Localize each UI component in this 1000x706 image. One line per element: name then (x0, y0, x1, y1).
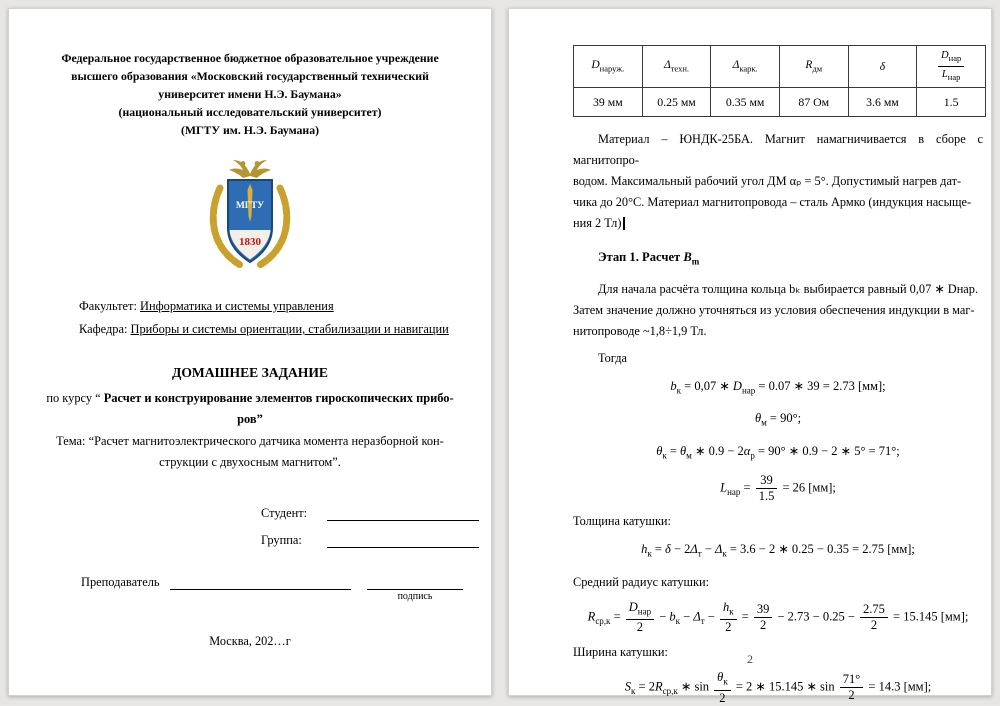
course-line (9, 388, 491, 409)
table-header-cell: $\Delta_{карк.}$ (711, 46, 780, 88)
theme-line: струкции с двухосным магнитом”. (159, 455, 341, 469)
coil-radius-label: Средний радиус катушки: (573, 574, 710, 589)
text-cursor (623, 217, 625, 230)
department-label: Кафедра: (79, 322, 128, 336)
theme-line: Тема: “Расчет магнитоэлектрического датчика момента неразборной кон- (56, 434, 444, 448)
formula-l-nar: $L_{нар}$ = $\frac{39}{1.5}$ = 26 [мм]; (720, 473, 836, 504)
stage-heading-subscript: m (691, 256, 700, 267)
header-line: университет имени Н.Э. Баумана» (158, 87, 342, 101)
page-number: 2 (747, 652, 753, 666)
formula-theta-m: $\theta_м = 90^\circ$; (754, 411, 802, 428)
theme-block (9, 431, 491, 473)
paragraph-line: Материал – ЮНДК-25БА. Магнит намагничивается в сборе с магнитопро- (573, 132, 983, 168)
coil-width-label: Ширина катушки: (573, 645, 668, 660)
paragraph-line (573, 213, 983, 234)
student-blank-line (327, 505, 479, 521)
paragraph-line: чика до 20°С. Материал магнитопровода – сталь Армко (индукция насыще- (573, 195, 972, 210)
formula-theta-k: $\theta_к = \theta_м$ ∗ $0.9 - 2\alpha_p = 90^\circ$ ∗ 0.9 − 2 ∗ 5° = 71°; (656, 443, 900, 461)
course-name-part2: ров” (237, 412, 263, 426)
table-value-cell: 0.35 мм (711, 88, 780, 117)
eagle-icon (229, 160, 271, 178)
header-line: (МГТУ им. Н.Э. Баумана) (180, 123, 320, 137)
emblem-graphic (200, 152, 300, 274)
table-value-cell: 0.25 мм (642, 88, 711, 117)
table-header-cell: $\frac{D_{нар}}{L_{нар}}$ (917, 46, 986, 88)
course-block (9, 388, 491, 430)
university-emblem (200, 152, 300, 279)
group-row (261, 532, 491, 548)
header-line: (национальный исследовательский университет) (118, 105, 382, 119)
table-header-cell: δ (848, 46, 917, 88)
paragraph-line: Для начала расчёта толщина кольца bₖ выбирается равный 0,07 ∗ Dнар. (598, 281, 979, 296)
shield-icon (228, 180, 272, 262)
department-row (79, 318, 467, 341)
table-value-cell: 87 Ом (779, 88, 848, 117)
then-word: Тогда (598, 350, 627, 365)
intro-paragraph (573, 279, 983, 342)
table-value-cell: 1.5 (917, 88, 986, 117)
table-value-cell: 3.6 мм (848, 88, 917, 117)
department-value: Приборы и системы ориентации, стабилизации и навигации (130, 322, 449, 336)
student-block (261, 505, 491, 548)
faculty-row (79, 295, 467, 318)
spec-table-header-row (574, 46, 986, 88)
material-paragraph (573, 129, 983, 234)
faculty-value: Информатика и системы управления (140, 299, 334, 313)
paragraph-line-text: ния 2 Тл) (573, 216, 622, 231)
teacher-label: Преподаватель (81, 575, 160, 589)
student-label: Студент: (261, 506, 308, 520)
teacher-block (81, 574, 463, 602)
paragraph-line: водом. Максимальный рабочий угол ДМ αₚ = 5°. Допустимый нагрев дат- (573, 174, 962, 189)
group-blank-line (327, 532, 479, 548)
formula-hk: $h_к = \delta - 2\Delta_т - \Delta_к = 3.6 - 2$ ∗ 0.25 − 0.35 = 2.75 [мм]; (641, 542, 915, 559)
stage-heading (573, 247, 983, 273)
paragraph-line: Затем значение должно уточняться из условия обеспечения индукции в маг- (573, 302, 975, 317)
group-label: Группа: (261, 533, 302, 547)
formula-r-avg: $R_{ср,к}$ = $\frac{D_{нар}}{2}$ − $b_к - \Delta_т$ − $\frac{h_к}{2}$ = $\frac{39}{2}$ − 2.73 − 0.25 − $\frac{2.75}{2}$ = 15.145 [мм]; (587, 599, 969, 635)
teacher-blank-line (170, 574, 351, 590)
document-title: ДОМАШНЕЕ ЗАДАНИЕ (172, 365, 328, 380)
course-prefix: по курсу “ (46, 391, 104, 405)
course-line (9, 409, 491, 430)
emblem-acronym: МГТУ (235, 201, 265, 211)
signature-column (367, 574, 463, 602)
city-year-line: Москва, 202…г (209, 634, 291, 648)
signature-blank-line (367, 574, 463, 590)
student-row (261, 505, 491, 521)
coil-thickness-label: Толщина катушки: (573, 514, 671, 529)
page-2 (508, 8, 992, 705)
paragraph-line: нитопроводе ~1,8÷1,9 Тл. (573, 323, 707, 338)
page2-body (573, 129, 983, 706)
table-value-cell: 39 мм (574, 88, 643, 117)
table-header-cell: $R_{дм}$ (779, 46, 848, 88)
emblem-year: 1830 (239, 236, 261, 248)
stage-heading-text: Этап 1. Расчет (598, 250, 684, 265)
spec-table (573, 45, 986, 117)
formula-bk: $b_к = 0,07$ ∗ $D_{нар} = 0.07$ ∗ 39 = 2.73 [мм]; (670, 378, 886, 396)
formula-sk: $S_к = 2R_{ср,к}$ ∗ sin $\frac{\theta_к}{2}$ = 2 ∗ 15.145 ∗ sin $\frac{71^\circ}{2}$ = 14.3 [мм]; (624, 670, 932, 705)
table-header-cell: $D_{наруж.}$ (574, 46, 643, 88)
faculty-department-block (79, 295, 467, 341)
university-header (35, 49, 465, 139)
table-header-cell: $\Delta_{техн.}$ (642, 46, 711, 88)
spec-table-value-row (574, 88, 986, 117)
course-name-part1: Расчет и конструирование элементов гироскопических прибо- (103, 391, 454, 405)
signature-caption: подпись (397, 591, 433, 602)
stage-heading-variable: B (683, 250, 692, 265)
header-line: высшего образования «Московский государственный технический (71, 69, 429, 83)
faculty-label: Факультет: (79, 299, 137, 313)
page-1 (8, 8, 492, 696)
header-line: Федеральное государственное бюджетное образовательное учреждение (61, 51, 439, 65)
